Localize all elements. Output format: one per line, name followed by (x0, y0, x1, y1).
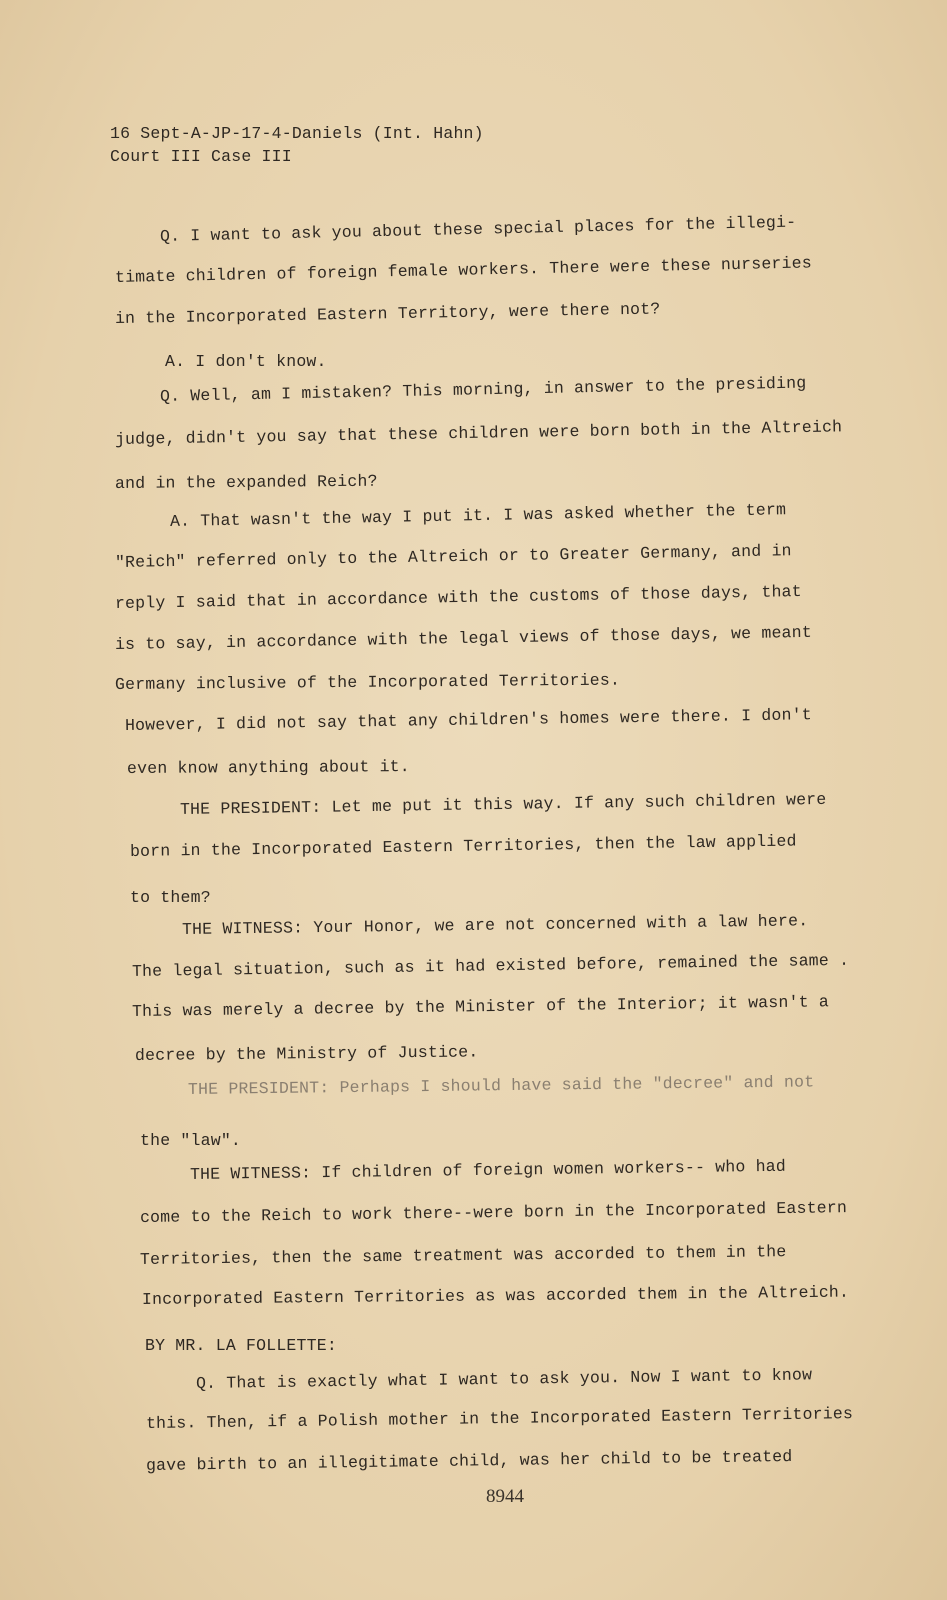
transcript-line: "Reich" referred only to the Altreich or to Greater Germany, and in (114, 541, 792, 572)
header-line-1: 16 Sept-A-JP-17-4-Daniels (Int. Hahn) (110, 124, 484, 143)
transcript-line: even know anything about it. (126, 757, 410, 778)
header-line-2: Court III Case III (110, 147, 292, 166)
transcript-line: decree by the Ministry of Justice. (134, 1042, 479, 1065)
transcript-line: is to say, in accordance with the legal views of those days, we meant (114, 622, 813, 654)
transcript-line: judge, didn't you say that these children were born both in the Altreich (114, 417, 843, 449)
transcript-line: Q. Well, am I mistaken? This morning, in answer to the presiding (159, 373, 807, 406)
transcript-line: However, I did not say that any children's homes were there. I don't (124, 705, 812, 735)
page-number: 8944 (486, 1486, 524, 1507)
transcript-line: this. Then, if a Polish mother in the Incorporated Eastern Territories (145, 1404, 854, 1433)
transcript-line: A. That wasn't the way I put it. I was asked whether the term (169, 500, 787, 531)
transcript-line: gave birth to an illegitimate child, was her child to be treated (145, 1446, 793, 1475)
transcript-line: A. I don't know. (165, 352, 327, 371)
transcript-line: THE WITNESS: Your Honor, we are not concerned with a law here. (181, 911, 809, 939)
transcript-line: BY MR. LA FOLLETTE: (145, 1336, 337, 1355)
transcript-line: THE PRESIDENT: Let me put it this way. If any such children were (179, 789, 827, 819)
transcript-line: Q. I want to ask you about these special places for the illegi- (159, 212, 797, 246)
transcript-line: Germany inclusive of the Incorporated Territories. (114, 670, 621, 694)
transcript-line: Q. That is exactly what I want to ask you. Now I want to know (195, 1365, 813, 1393)
transcript-line: This was merely a decree by the Minister of the Interior; it wasn't a (131, 992, 830, 1021)
transcript-line: the "law". (140, 1131, 242, 1150)
transcript-line: Territories, then the same treatment was accorded to them in the (139, 1242, 787, 1269)
transcript-line: The legal situation, such as it had existed before, remained the same . (131, 950, 850, 981)
transcript-line: to them? (130, 888, 211, 907)
transcript-line: in the Incorporated Eastern Territory, were there not? (114, 299, 661, 328)
transcript-line: Incorporated Eastern Territories as was accorded them in the Altreich. (141, 1282, 850, 1309)
transcript-line: timate children of foreign female workers. There were these nurseries (114, 253, 813, 287)
transcript-line: come to the Reich to work there--were born in the Incorporated Eastern (139, 1198, 848, 1227)
transcript-line: reply I said that in accordance with the customs of those days, that (114, 582, 802, 613)
transcript-line: THE PRESIDENT: Perhaps I should have said the "decree" and not (187, 1072, 815, 1099)
transcript-line: THE WITNESS: If children of foreign women workers-- who had (189, 1156, 787, 1184)
transcript-line: and in the expanded Reich? (114, 471, 378, 493)
transcript-line: born in the Incorporated Eastern Territories, then the law applied (129, 831, 797, 861)
